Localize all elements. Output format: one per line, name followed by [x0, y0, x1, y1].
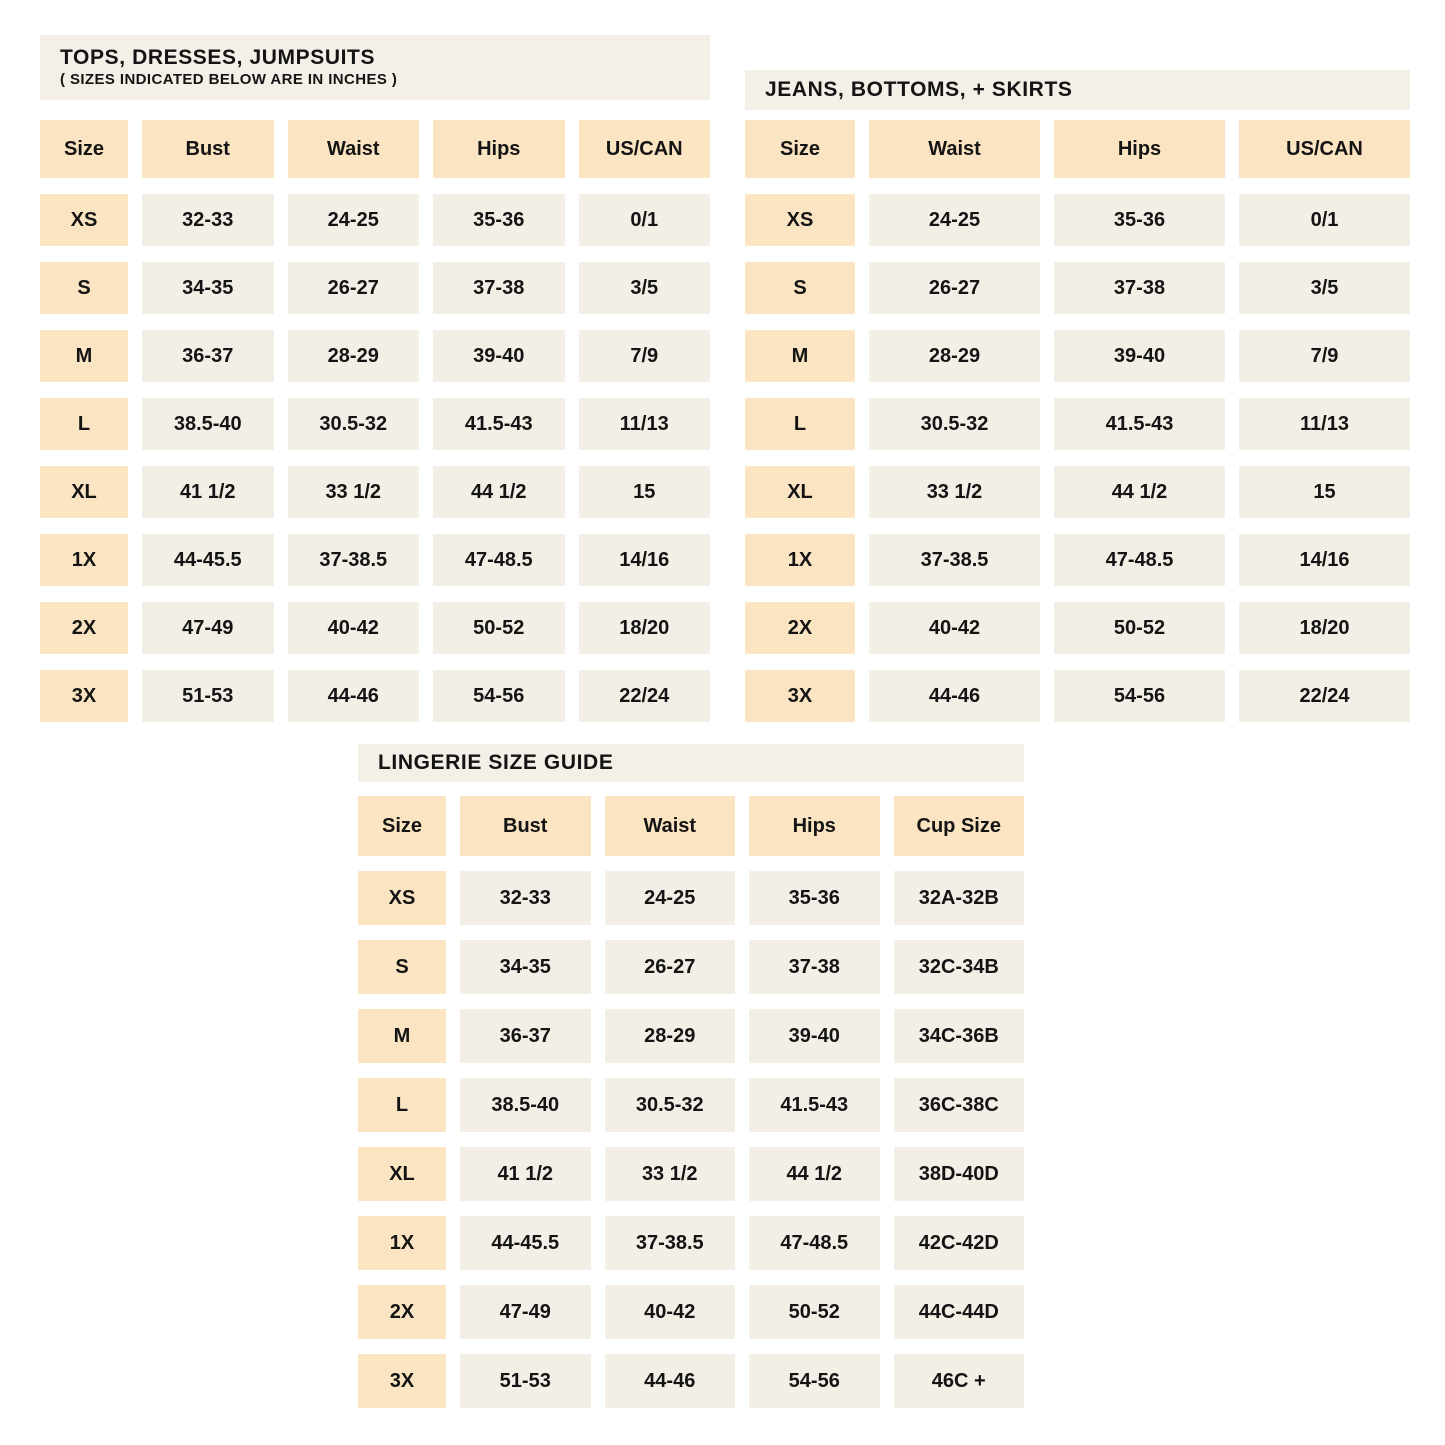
column-header-size: Size — [40, 120, 128, 178]
hips-value-cell: 37-38 — [1054, 262, 1225, 314]
size-label-cell: 1X — [745, 534, 855, 586]
lingerie-size-guide-table — [358, 744, 1024, 1408]
cup-size-value-cell: 36C-38C — [894, 1078, 1025, 1132]
waist-value-cell: 40-42 — [288, 602, 420, 654]
bust-value-cell: 32-33 — [142, 194, 274, 246]
waist-value-cell: 30.5-32 — [288, 398, 420, 450]
column-header-us-can: US/CAN — [579, 120, 711, 178]
cup-size-value-cell: 44C-44D — [894, 1285, 1025, 1339]
waist-value-cell: 44-46 — [288, 670, 420, 722]
us-can-value-cell: 0/1 — [579, 194, 711, 246]
size-label-cell: S — [358, 940, 446, 994]
jeans-table-title: JEANS, BOTTOMS, + SKIRTS — [765, 77, 1073, 101]
waist-value-cell: 37-38.5 — [869, 534, 1040, 586]
size-label-cell: 3X — [40, 670, 128, 722]
tops-table-subtitle: ( SIZES INDICATED BELOW ARE IN INCHES ) — [60, 71, 398, 89]
column-header-waist: Waist — [288, 120, 420, 178]
size-label-cell: S — [745, 262, 855, 314]
waist-value-cell: 33 1/2 — [288, 466, 420, 518]
bust-value-cell: 36-37 — [142, 330, 274, 382]
size-label-cell: XS — [40, 194, 128, 246]
hips-value-cell: 37-38 — [433, 262, 565, 314]
us-can-value-cell: 14/16 — [1239, 534, 1410, 586]
cup-size-value-cell: 34C-36B — [894, 1009, 1025, 1063]
size-label-cell: S — [40, 262, 128, 314]
tops-dresses-jumpsuits-table — [40, 35, 710, 722]
cup-size-value-cell: 42C-42D — [894, 1216, 1025, 1270]
cup-size-value-cell: 38D-40D — [894, 1147, 1025, 1201]
waist-value-cell: 28-29 — [605, 1009, 736, 1063]
us-can-value-cell: 14/16 — [579, 534, 711, 586]
bust-value-cell: 47-49 — [460, 1285, 591, 1339]
us-can-value-cell: 15 — [1239, 466, 1410, 518]
cup-size-value-cell: 32A-32B — [894, 871, 1025, 925]
column-header-bust: Bust — [142, 120, 274, 178]
size-label-cell: M — [40, 330, 128, 382]
size-label-cell: 1X — [358, 1216, 446, 1270]
us-can-value-cell: 0/1 — [1239, 194, 1410, 246]
bust-value-cell: 32-33 — [460, 871, 591, 925]
tops-table-title: TOPS, DRESSES, JUMPSUITS — [60, 46, 376, 69]
hips-value-cell: 50-52 — [1054, 602, 1225, 654]
size-label-cell: 2X — [358, 1285, 446, 1339]
hips-value-cell: 44 1/2 — [1054, 466, 1225, 518]
waist-value-cell: 37-38.5 — [288, 534, 420, 586]
hips-value-cell: 44 1/2 — [749, 1147, 880, 1201]
column-header-bust: Bust — [460, 796, 591, 856]
column-header-us-can: US/CAN — [1239, 120, 1410, 178]
waist-value-cell: 24-25 — [605, 871, 736, 925]
hips-value-cell: 39-40 — [749, 1009, 880, 1063]
jeans-bottoms-skirts-table — [745, 70, 1410, 722]
waist-value-cell: 40-42 — [869, 602, 1040, 654]
size-label-cell: XS — [358, 871, 446, 925]
us-can-value-cell: 7/9 — [1239, 330, 1410, 382]
hips-value-cell: 41.5-43 — [749, 1078, 880, 1132]
hips-value-cell: 39-40 — [433, 330, 565, 382]
hips-value-cell: 50-52 — [749, 1285, 880, 1339]
cup-size-value-cell: 46C + — [894, 1354, 1025, 1408]
lingerie-table-title: LINGERIE SIZE GUIDE — [378, 750, 614, 774]
waist-value-cell: 33 1/2 — [869, 466, 1040, 518]
cup-size-value-cell: 32C-34B — [894, 940, 1025, 994]
waist-value-cell: 26-27 — [288, 262, 420, 314]
column-header-waist: Waist — [605, 796, 736, 856]
column-header-hips: Hips — [1054, 120, 1225, 178]
hips-value-cell: 47-48.5 — [433, 534, 565, 586]
bust-value-cell: 34-35 — [142, 262, 274, 314]
size-label-cell: L — [745, 398, 855, 450]
hips-value-cell: 47-48.5 — [749, 1216, 880, 1270]
hips-value-cell: 39-40 — [1054, 330, 1225, 382]
jeans-table-grid — [745, 120, 1410, 722]
us-can-value-cell: 11/13 — [579, 398, 711, 450]
size-label-cell: 3X — [358, 1354, 446, 1408]
bust-value-cell: 41 1/2 — [142, 466, 274, 518]
hips-value-cell: 35-36 — [749, 871, 880, 925]
size-label-cell: XS — [745, 194, 855, 246]
column-header-cup-size: Cup Size — [894, 796, 1025, 856]
us-can-value-cell: 3/5 — [579, 262, 711, 314]
us-can-value-cell: 7/9 — [579, 330, 711, 382]
size-label-cell: L — [40, 398, 128, 450]
size-label-cell: XL — [745, 466, 855, 518]
us-can-value-cell: 22/24 — [1239, 670, 1410, 722]
size-label-cell: L — [358, 1078, 446, 1132]
bust-value-cell: 44-45.5 — [142, 534, 274, 586]
waist-value-cell: 24-25 — [869, 194, 1040, 246]
waist-value-cell: 40-42 — [605, 1285, 736, 1339]
column-header-hips: Hips — [433, 120, 565, 178]
hips-value-cell: 35-36 — [433, 194, 565, 246]
waist-value-cell: 28-29 — [869, 330, 1040, 382]
hips-value-cell: 41.5-43 — [1054, 398, 1225, 450]
bust-value-cell: 44-45.5 — [460, 1216, 591, 1270]
waist-value-cell: 44-46 — [869, 670, 1040, 722]
column-header-size: Size — [358, 796, 446, 856]
waist-value-cell: 26-27 — [869, 262, 1040, 314]
us-can-value-cell: 18/20 — [579, 602, 711, 654]
bust-value-cell: 36-37 — [460, 1009, 591, 1063]
size-label-cell: 1X — [40, 534, 128, 586]
column-header-waist: Waist — [869, 120, 1040, 178]
hips-value-cell: 54-56 — [433, 670, 565, 722]
jeans-table-title-banner — [745, 70, 1410, 110]
size-label-cell: M — [358, 1009, 446, 1063]
tops-table-grid — [40, 120, 710, 722]
size-label-cell: 3X — [745, 670, 855, 722]
waist-value-cell: 30.5-32 — [869, 398, 1040, 450]
size-label-cell: XL — [358, 1147, 446, 1201]
hips-value-cell: 47-48.5 — [1054, 534, 1225, 586]
tops-table-title-banner — [40, 35, 710, 100]
bust-value-cell: 51-53 — [142, 670, 274, 722]
bust-value-cell: 38.5-40 — [460, 1078, 591, 1132]
bust-value-cell: 41 1/2 — [460, 1147, 591, 1201]
column-header-size: Size — [745, 120, 855, 178]
bust-value-cell: 51-53 — [460, 1354, 591, 1408]
hips-value-cell: 50-52 — [433, 602, 565, 654]
us-can-value-cell: 22/24 — [579, 670, 711, 722]
waist-value-cell: 24-25 — [288, 194, 420, 246]
size-label-cell: 2X — [745, 602, 855, 654]
bust-value-cell: 47-49 — [142, 602, 274, 654]
size-label-cell: M — [745, 330, 855, 382]
hips-value-cell: 37-38 — [749, 940, 880, 994]
lingerie-table-grid — [358, 796, 1024, 1408]
size-label-cell: XL — [40, 466, 128, 518]
waist-value-cell: 26-27 — [605, 940, 736, 994]
us-can-value-cell: 18/20 — [1239, 602, 1410, 654]
us-can-value-cell: 3/5 — [1239, 262, 1410, 314]
size-label-cell: 2X — [40, 602, 128, 654]
us-can-value-cell: 15 — [579, 466, 711, 518]
hips-value-cell: 35-36 — [1054, 194, 1225, 246]
hips-value-cell: 44 1/2 — [433, 466, 565, 518]
waist-value-cell: 33 1/2 — [605, 1147, 736, 1201]
hips-value-cell: 41.5-43 — [433, 398, 565, 450]
bust-value-cell: 38.5-40 — [142, 398, 274, 450]
waist-value-cell: 30.5-32 — [605, 1078, 736, 1132]
us-can-value-cell: 11/13 — [1239, 398, 1410, 450]
hips-value-cell: 54-56 — [1054, 670, 1225, 722]
waist-value-cell: 28-29 — [288, 330, 420, 382]
waist-value-cell: 37-38.5 — [605, 1216, 736, 1270]
lingerie-table-title-banner — [358, 744, 1024, 782]
hips-value-cell: 54-56 — [749, 1354, 880, 1408]
bust-value-cell: 34-35 — [460, 940, 591, 994]
column-header-hips: Hips — [749, 796, 880, 856]
waist-value-cell: 44-46 — [605, 1354, 736, 1408]
